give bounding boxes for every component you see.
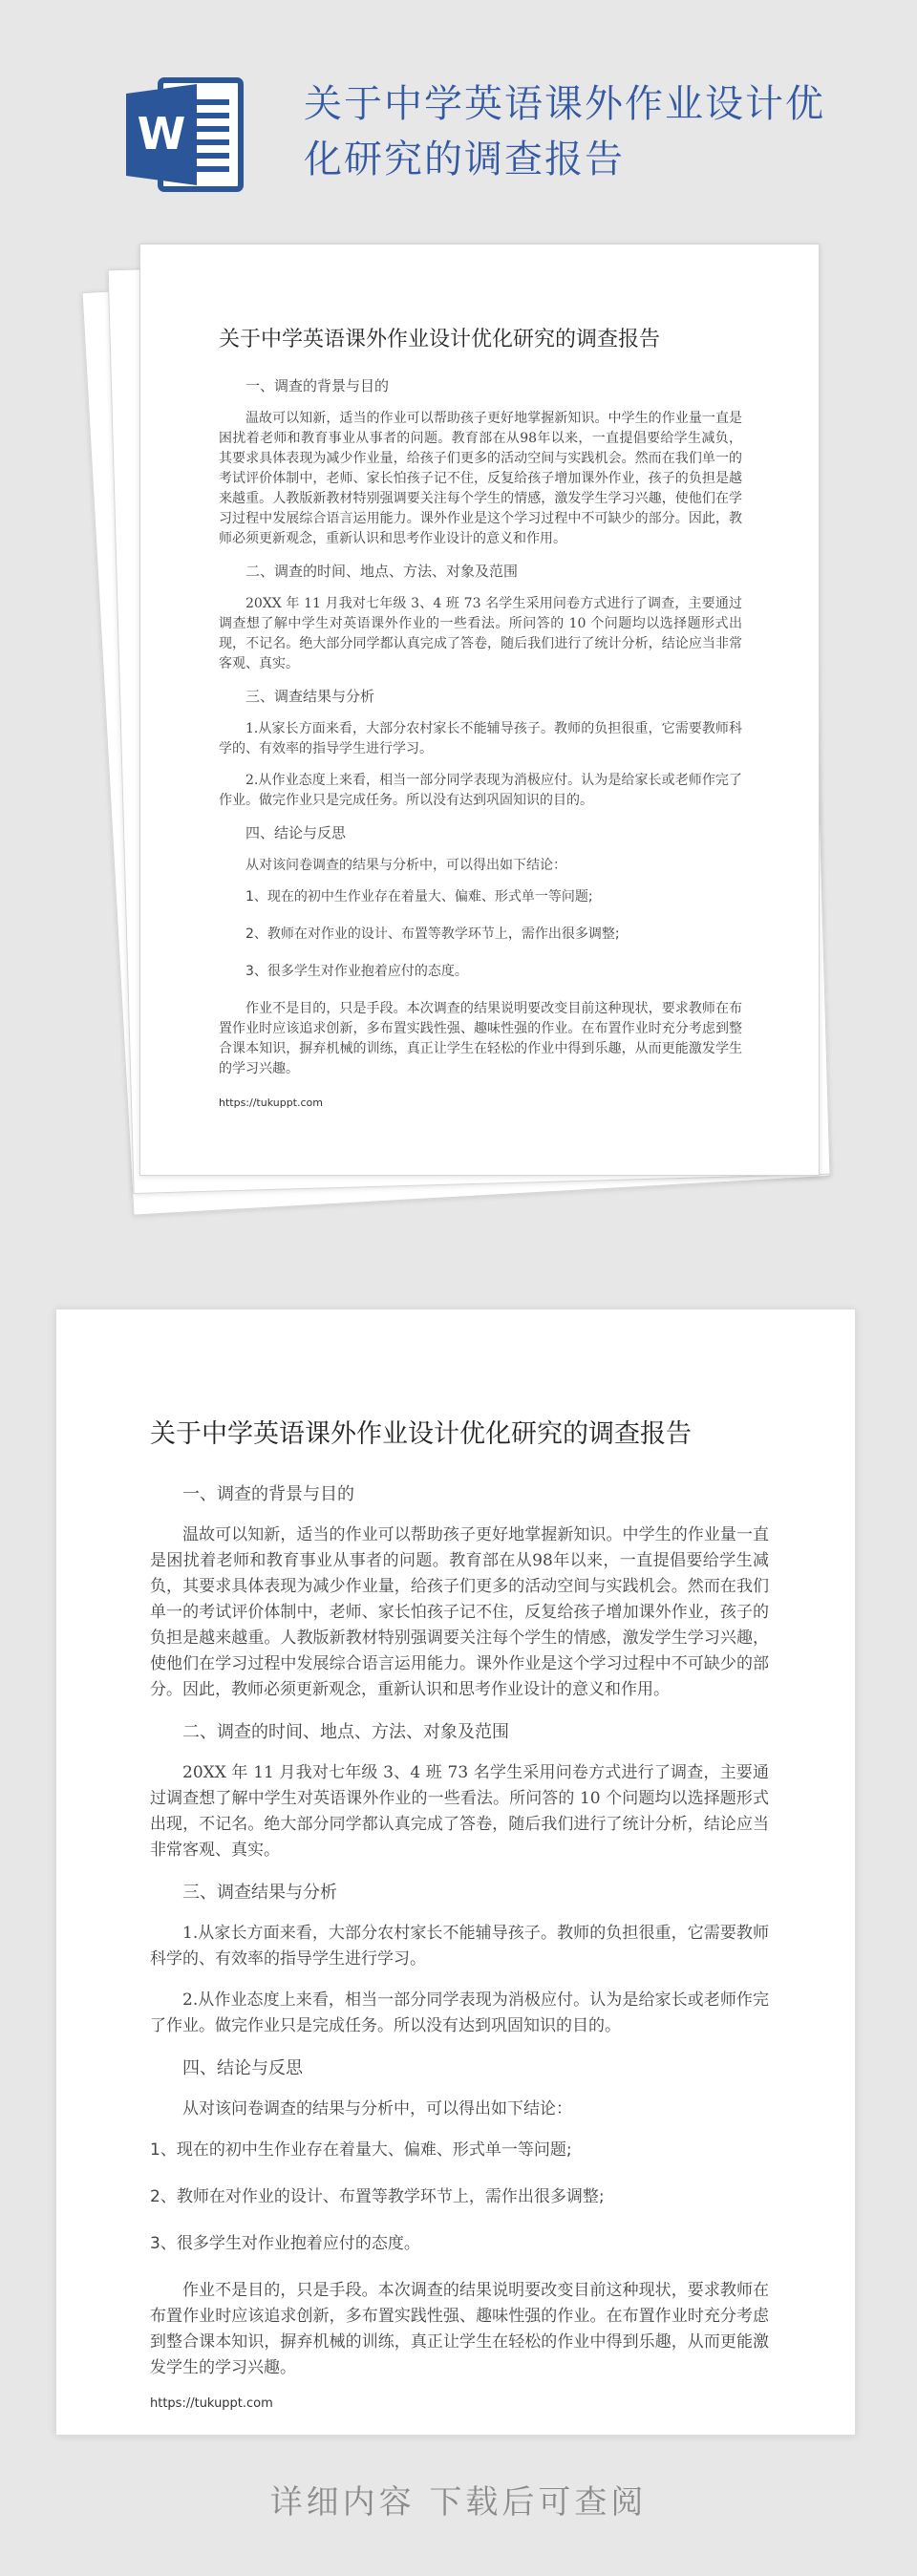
section-heading: 三、调查结果与分析 [182,1883,337,1903]
document-preview-thumbnail[interactable] [139,244,820,1176]
source-url: https://tukuppt.com [150,2396,273,2411]
paragraph: 2.从作业态度上来看，相当一部分同学表现为消极应付。认为是给家长或老师作完了作业。做完作业只是完成任务。所以没有达到巩固知识的目的。 [219,773,742,808]
section-heading: 四、结论与反思 [245,824,347,841]
section-heading: 一、调查的背景与目的 [182,1484,354,1504]
conclusion-item: 2、教师在对作业的设计、布置等教学环节上，需作出很多调整; [150,2187,605,2206]
section-heading: 二、调查的时间、地点、方法、对象及范围 [245,563,519,580]
paragraph: 1.从家长方面来看，大部分农村家长不能辅导孩子。教师的负担很重，它需要教师科学的、有效率的指导学生进行学习。 [219,721,742,756]
paragraph: 从对该问卷调查的结果与分析中，可以得出如下结论： [182,2099,572,2118]
word-logo-letter: W [137,108,186,160]
paragraph: 20XX 年 11 月我对七年级 3、4 班 73 名学生采用问卷方式进行了调查，主要通过调查想了解中学生对英语课外作业的一些看法。所问答的 10 个问题均以选择题形式出现，不记名。绝大部分同学都认真完成了答卷，随后我们进行了统计分析，结论应当非常客观、真实。 [219,596,742,671]
paragraph: 20XX 年 11 月我对七年级 3、4 班 73 名学生采用问卷方式进行了调查，主要通过调查想了解中学生对英语课外作业的一些看法。所问答的 10 个问题均以选择题形式出现，不记名。绝大部分同学都认真完成了答卷，随后我们进行了统计分析，结论应当非常客观、真实。 [150,1763,769,1860]
word-document-icon [122,73,246,197]
document-full-page [55,1309,856,2436]
paragraph: 从对该问卷调查的结果与分析中，可以得出如下结论： [245,858,566,873]
section-heading: 三、调查结果与分析 [245,688,375,705]
paragraph: 1.从家长方面来看，大部分农村家长不能辅导孩子。教师的负担很重，它需要教师科学的、有效率的指导学生进行学习。 [150,1924,769,1969]
document-title: 关于中学英语课外作业设计优化研究的调查报告 [150,1419,692,1449]
source-url: https://tukuppt.com [219,1096,323,1109]
conclusion-item: 1、现在的初中生作业存在着量大、偏难、形式单一等问题; [150,2140,572,2160]
section-heading: 一、调查的背景与目的 [245,377,390,394]
section-heading: 四、结论与反思 [182,2058,303,2078]
document-title: 关于中学英语课外作业设计优化研究的调查报告 [219,328,661,351]
paragraph: 2.从作业态度上来看，相当一部分同学表现为消极应付。认为是给家长或老师作完了作业。做完作业只是完成任务。所以没有达到巩固知识的目的。 [150,1991,769,2035]
page-title: 关于中学英语课外作业设计优化研究的调查报告 [304,82,825,181]
paragraph: 作业不是目的，只是手段。本次调查的结果说明要改变目前这种现状，要求教师在布置作业时应该追求创新，多布置实践性强、趣味性强的作业。在布置作业时充分考虑到整合课本知识，摒弃机械的训练，真正让学生在轻松的作业中得到乐趣，从而更能激发学生的学习兴趣。 [219,1001,742,1076]
conclusion-item: 2、教师在对作业的设计、布置等教学环节上，需作出很多调整; [245,926,620,942]
conclusion-item: 1、现在的初中生作业存在着量大、偏难、形式单一等问题; [245,889,593,905]
paragraph: 作业不是目的，只是手段。本次调查的结果说明要改变目前这种现状，要求教师在布置作业时应该追求创新，多布置实践性强、趣味性强的作业。在布置作业时充分考虑到整合课本知识，摒弃机械的训练，真正让学生在轻松的作业中得到乐趣，从而更能激发学生的学习兴趣。 [150,2281,769,2377]
download-hint[interactable]: 详细内容 下载后可查阅 [269,2483,648,2522]
paragraph: 温故可以知新，适当的作业可以帮助孩子更好地掌握新知识。中学生的作业量一直是困扰着老师和教育事业从事者的问题。教育部在从98年以来，一直提倡要给学生减负，其要求具体表现为减少作业量，给孩子们更多的活动空间与实践机会。然而在我们单一的考试评价体制中，老师、家长怕孩子记不住，反复给孩子增加课外作业，孩子的负担是越来越重。人教版新教材特别强调要关注每个学生的情感，激发学生学习兴趣，使他们在学习过程中发展综合语言运用能力。课外作业是这个学习过程中不可缺少的部分。因此，教师必须更新观念，重新认识和思考作业设计的意义和作用。 [150,1525,769,1699]
conclusion-item: 3、很多学生对作业抱着应付的态度。 [245,964,468,979]
paragraph: 温故可以知新，适当的作业可以帮助孩子更好地掌握新知识。中学生的作业量一直是困扰着老师和教育事业从事者的问题。教育部在从98年以来，一直提倡要给学生减负，其要求具体表现为减少作业量，给孩子们更多的活动空间与实践机会。然而在我们单一的考试评价体制中，老师、家长怕孩子记不住，反复给孩子增加课外作业，孩子的负担是越来越重。人教版新教材特别强调要关注每个学生的情感，激发学生学习兴趣，使他们在学习过程中发展综合语言运用能力。课外作业是这个学习过程中不可缺少的部分。因此，教师必须更新观念，重新认识和思考作业设计的意义和作用。 [219,411,742,546]
section-heading: 二、调查的时间、地点、方法、对象及范围 [182,1722,509,1742]
conclusion-item: 3、很多学生对作业抱着应付的态度。 [150,2234,420,2253]
